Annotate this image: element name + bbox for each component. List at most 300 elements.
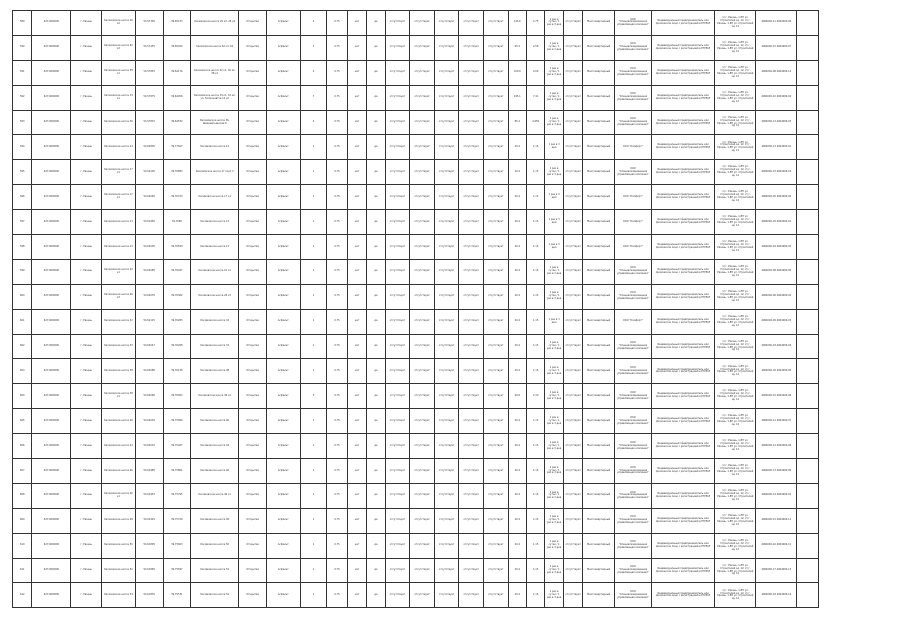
- table-row: [13, 334, 819, 359]
- cell-ids: 4064000-10 4064000-06: [756, 384, 797, 409]
- cell-op: Индивидуальный предприниматель или физическое лицо с регистрацией в ЕГРЮЛ: [651, 185, 714, 210]
- cell-op: Индивидуальный предприниматель или физическое лицо с регистрацией в ЕГРЮЛ: [651, 11, 714, 36]
- cell-volume: 0.75: [327, 210, 347, 235]
- cell-c2: да: [367, 359, 385, 384]
- cell-c2: да: [367, 459, 385, 484]
- cell-c7: отсутствует: [483, 85, 508, 110]
- cell-type: Открытая: [239, 135, 267, 160]
- cell-num: 606: [13, 434, 32, 459]
- cell-address: Касимовское шоссе 48: [191, 508, 239, 533]
- cell-c9: 4.09: [526, 60, 544, 85]
- cell-street: Касимовское шоссе 10 к1: [102, 259, 136, 284]
- cell-c9: 2.58: [526, 35, 544, 60]
- cell-c3: отсутствует: [385, 210, 410, 235]
- cell-address: Касимовское шоссе 34 к1, 34 к2, ул. Космонавтов 14 к2: [191, 85, 239, 110]
- cell-c9: 1.15: [526, 409, 544, 434]
- cell-c6: отсутствует: [459, 309, 484, 334]
- cell-c9: 1.15: [526, 210, 544, 235]
- cell-type: Открытая: [239, 409, 267, 434]
- cell-count: 1: [300, 210, 327, 235]
- cell-c9: 1.15: [526, 558, 544, 583]
- cell-c11: Многоквартирный: [583, 110, 615, 135]
- cell-op: Индивидуальный предприниматель или физическое лицо с регистрацией в ЕГРЮЛ: [651, 583, 714, 608]
- cell-volume: 0.75: [327, 35, 347, 60]
- cell-c4: отсутствует: [410, 558, 435, 583]
- cell-schedule: 1 раз в сутки / 1 раз в 3 дня: [545, 110, 563, 135]
- cell-lon: 39.76208: [163, 334, 191, 359]
- cell-city: г. Рязань: [71, 11, 102, 36]
- cell-num: 611: [13, 558, 32, 583]
- cell-empty: [797, 583, 819, 608]
- cell-op: Индивидуальный предприниматель или физическое лицо с регистрацией в ЕГРЮЛ: [651, 558, 714, 583]
- cell-c1: нет: [347, 35, 366, 60]
- cell-c11: Многоквартирный: [583, 533, 615, 558]
- cell-address: Касимовское шоссе 33: [191, 334, 239, 359]
- cell-c5: отсутствует: [434, 60, 459, 85]
- cell-contact: 1) г. Рязань, 1-ЕН ул. Строителей зд. 12; 2) г. Рязань, 1-ЕН ул. Строителей зд. 12: [715, 583, 756, 608]
- cell-lat: 54.61953: [135, 483, 163, 508]
- cell-c1: нет: [347, 334, 366, 359]
- cell-owner: ООО "Специализированная управляющая компания": [615, 483, 652, 508]
- cell-c11: Многоквартирный: [583, 259, 615, 284]
- cell-c5: отсутствует: [434, 185, 459, 210]
- cell-city: г. Рязань: [71, 384, 102, 409]
- cell-c9: 1.15: [526, 259, 544, 284]
- cell-contact: 1) г. Рязань, 1-ЕН ул. Строителей зд. 12; 2) г. Рязань, 1-ЕН ул. Строителей зд. 12: [715, 60, 756, 85]
- cell-op: Индивидуальный предприниматель или физическое лицо с регистрацией в ЕГРЮЛ: [651, 359, 714, 384]
- table-row: [13, 284, 819, 309]
- cell-type: Открытая: [239, 284, 267, 309]
- cell-c2: да: [367, 558, 385, 583]
- cell-owner: ООО "Комфорт": [615, 185, 652, 210]
- cell-ids: 4064000-09 4064000-03: [756, 309, 797, 334]
- cell-contact: 1) г. Рязань, 1-ЕН ул. Строителей зд. 12; 2) г. Рязань, 1-ЕН ул. Строителей зд. 12: [715, 210, 756, 235]
- cell-empty: [797, 558, 819, 583]
- cell-owner: ООО "Комфорт": [615, 235, 652, 260]
- cell-c10: отсутствует: [563, 160, 582, 185]
- cell-empty: [797, 259, 819, 284]
- cell-c4: отсутствует: [410, 160, 435, 185]
- cell-contact: 1) г. Рязань, 1-ЕН ул. Строителей зд. 12; 2) г. Рязань, 1-ЕН ул. Строителей зд. 12: [715, 110, 756, 135]
- cell-street: Касимовское шоссе 13: [102, 210, 136, 235]
- cell-type: Открытая: [239, 35, 267, 60]
- cell-c8: 20.4: [508, 558, 526, 583]
- cell-surface: Асфальт: [266, 60, 300, 85]
- cell-c10: отсутствует: [563, 185, 582, 210]
- cell-op: Индивидуальный предприниматель или физическое лицо с регистрацией в ЕГРЮЛ: [651, 384, 714, 409]
- cell-volume: 0.75: [327, 533, 347, 558]
- cell-c4: отсутствует: [410, 409, 435, 434]
- cell-c6: отсутствует: [459, 85, 484, 110]
- table-row: [13, 60, 819, 85]
- cell-address: Касимовское шоссе 17 к1: [191, 185, 239, 210]
- cell-street: Касимовское шоссе 34 к1: [102, 85, 136, 110]
- cell-contact: 1) г. Рязань, 1-ЕН ул. Строителей зд. 12; 2) г. Рязань, 1-ЕН ул. Строителей зд. 12: [715, 160, 756, 185]
- cell-address: Касимовское шоссе 62 к3, 62: [191, 35, 239, 60]
- cell-ids: 4064000-15 4064000-11: [756, 508, 797, 533]
- cell-street: Касимовское шоссе 17 к1: [102, 160, 136, 185]
- cell-empty: [797, 60, 819, 85]
- cell-lat: 54.62066: [135, 384, 163, 409]
- cell-city: г. Рязань: [71, 210, 102, 235]
- cell-empty: [797, 11, 819, 36]
- cell-volume: 0.75: [327, 459, 347, 484]
- cell-count: 1: [300, 483, 327, 508]
- cell-city: г. Рязань: [71, 359, 102, 384]
- cell-empty: [797, 110, 819, 135]
- cell-lat: 54.57875: [135, 85, 163, 110]
- cell-inn: 6271000000: [32, 459, 71, 484]
- cell-street: Касимовское шоссе 40: [102, 409, 136, 434]
- cell-inn: 6271000000: [32, 483, 71, 508]
- cell-owner: ООО "Комфорт": [615, 210, 652, 235]
- cell-c1: нет: [347, 284, 366, 309]
- cell-c4: отсутствует: [410, 459, 435, 484]
- cell-contact: 1) г. Рязань, 1-ЕН ул. Строителей зд. 12; 2) г. Рязань, 1-ЕН ул. Строителей зд. 12: [715, 334, 756, 359]
- cell-c10: отсутствует: [563, 284, 582, 309]
- cell-c7: отсутствует: [483, 459, 508, 484]
- table-row: [13, 135, 819, 160]
- cell-c2: да: [367, 384, 385, 409]
- cell-c10: отсутствует: [563, 508, 582, 533]
- cell-c1: нет: [347, 359, 366, 384]
- cell-contact: 1) г. Рязань, 1-ЕН ул. Строителей зд. 12; 2) г. Рязань, 1-ЕН ул. Строителей зд. 12: [715, 11, 756, 36]
- table-row: [13, 508, 819, 533]
- table-row: [13, 85, 819, 110]
- cell-num: 596: [13, 185, 32, 210]
- cell-c3: отсутствует: [385, 434, 410, 459]
- cell-city: г. Рязань: [71, 160, 102, 185]
- cell-c3: отсутствует: [385, 483, 410, 508]
- cell-volume: 0.75: [327, 558, 347, 583]
- cell-schedule: 1 раз в 3 дня: [545, 135, 563, 160]
- cell-c6: отсутствует: [459, 135, 484, 160]
- cell-schedule: 1 раз в сутки / 1 раз в 3 дня: [545, 508, 563, 533]
- cell-empty: [797, 533, 819, 558]
- cell-contact: 1) г. Рязань, 1-ЕН ул. Строителей зд. 12; 2) г. Рязань, 1-ЕН ул. Строителей зд. 12: [715, 35, 756, 60]
- cell-surface: Асфальт: [266, 284, 300, 309]
- cell-street: Касимовское шоссе 48: [102, 508, 136, 533]
- cell-contact: 1) г. Рязань, 1-ЕН ул. Строителей зд. 12; 2) г. Рязань, 1-ЕН ул. Строителей зд. 12: [715, 309, 756, 334]
- cell-num: 590: [13, 35, 32, 60]
- cell-schedule: 1 раз в сутки / 1 раз в 3 дня: [545, 483, 563, 508]
- cell-owner: ООО "Специализированная управляющая компания": [615, 160, 652, 185]
- cell-c7: отсутствует: [483, 384, 508, 409]
- cell-c2: да: [367, 583, 385, 608]
- cell-num: 597: [13, 210, 32, 235]
- table-row: [13, 483, 819, 508]
- cell-ids: 4064000-13 4064000-01: [756, 135, 797, 160]
- cell-city: г. Рязань: [71, 235, 102, 260]
- cell-city: г. Рязань: [71, 284, 102, 309]
- cell-c11: Многоквартирный: [583, 583, 615, 608]
- cell-schedule: 1 раз в сутки / 1 раз в 3 дня: [545, 11, 563, 36]
- cell-c9: 1.15: [526, 309, 544, 334]
- cell-lon: 39.75795: [163, 483, 191, 508]
- cell-volume: 0.75: [327, 384, 347, 409]
- cell-address: Касимовское шоссе 26 к3: [191, 284, 239, 309]
- cell-city: г. Рязань: [71, 60, 102, 85]
- cell-num: 605: [13, 409, 32, 434]
- cell-op: Индивидуальный предприниматель или физическое лицо с регистрацией в ЕГРЮЛ: [651, 334, 714, 359]
- cell-c8: 20.4: [508, 185, 526, 210]
- cell-c11: Многоквартирный: [583, 185, 615, 210]
- cell-inn: 6271000000: [32, 160, 71, 185]
- cell-c4: отсутствует: [410, 483, 435, 508]
- cell-c10: отсутствует: [563, 533, 582, 558]
- cell-ids: 4064000-12 4064000-08: [756, 434, 797, 459]
- cell-c11: Многоквартирный: [583, 334, 615, 359]
- cell-owner: ООО "Специализированная управляющая компания": [615, 384, 652, 409]
- cell-contact: 1) г. Рязань, 1-ЕН ул. Строителей зд. 12; 2) г. Рязань, 1-ЕН ул. Строителей зд. 12: [715, 558, 756, 583]
- cell-c5: отсутствует: [434, 583, 459, 608]
- cell-lon: 39.76136: [163, 359, 191, 384]
- table-row: [13, 434, 819, 459]
- cell-op: Индивидуальный предприниматель или физическое лицо с регистрацией в ЕГРЮЛ: [651, 110, 714, 135]
- cell-c11: Многоквартирный: [583, 135, 615, 160]
- cell-c3: отсутствует: [385, 558, 410, 583]
- cell-c6: отсутствует: [459, 409, 484, 434]
- cell-lon: 39.64534: [163, 110, 191, 135]
- cell-num: 601: [13, 309, 32, 334]
- cell-c10: отсутствует: [563, 309, 582, 334]
- cell-c4: отсутствует: [410, 309, 435, 334]
- cell-count: 1: [300, 160, 327, 185]
- cell-schedule: 1 раз в сутки / 1 раз в 3 дня: [545, 384, 563, 409]
- cell-c7: отсутствует: [483, 160, 508, 185]
- cell-c10: отсутствует: [563, 434, 582, 459]
- cell-inn: 6271000000: [32, 11, 71, 36]
- cell-inn: 6271000000: [32, 409, 71, 434]
- cell-schedule: 1 раз в сутки / 1 раз в 3 дня: [545, 85, 563, 110]
- cell-c7: отсутствует: [483, 110, 508, 135]
- cell-c11: Многоквартирный: [583, 284, 615, 309]
- cell-c1: нет: [347, 434, 366, 459]
- table-row: [13, 459, 819, 484]
- cell-empty: [797, 160, 819, 185]
- cell-volume: 0.75: [327, 259, 347, 284]
- cell-num: 593: [13, 110, 32, 135]
- cell-c5: отсутствует: [434, 210, 459, 235]
- cell-volume: 0.75: [327, 434, 347, 459]
- cell-c5: отсутствует: [434, 533, 459, 558]
- cell-c1: нет: [347, 135, 366, 160]
- cell-volume: 0.75: [327, 284, 347, 309]
- cell-c1: нет: [347, 459, 366, 484]
- cell-c3: отсутствует: [385, 334, 410, 359]
- cell-lon: 39.77817: [163, 135, 191, 160]
- cell-c9: 1.15: [526, 533, 544, 558]
- cell-num: 612: [13, 583, 32, 608]
- cell-c3: отсутствует: [385, 160, 410, 185]
- cell-c9: 1.15: [526, 284, 544, 309]
- cell-owner: ООО "Специализированная управляющая компания": [615, 434, 652, 459]
- cell-count: 1: [300, 583, 327, 608]
- cell-empty: [797, 135, 819, 160]
- cell-count: 1: [300, 434, 327, 459]
- cell-inn: 6271000000: [32, 384, 71, 409]
- cell-lat: 54.62205: [135, 160, 163, 185]
- cell-c3: отсутствует: [385, 359, 410, 384]
- cell-contact: 1) г. Рязань, 1-ЕН ул. Строителей зд. 12; 2) г. Рязань, 1-ЕН ул. Строителей зд. 12: [715, 459, 756, 484]
- cell-type: Открытая: [239, 210, 267, 235]
- cell-schedule: 1 раз в сутки / 1 раз в 3 дня: [545, 35, 563, 60]
- cell-c11: Многоквартирный: [583, 483, 615, 508]
- cell-c8: 20.4: [508, 160, 526, 185]
- cell-c11: Многоквартирный: [583, 558, 615, 583]
- cell-num: 600: [13, 284, 32, 309]
- cell-c6: отсутствует: [459, 483, 484, 508]
- cell-schedule: 1 раз в 3 дня: [545, 235, 563, 260]
- cell-c10: отсутствует: [563, 359, 582, 384]
- table-row: [13, 110, 819, 135]
- cell-volume: 0.75: [327, 334, 347, 359]
- cell-volume: 0.75: [327, 185, 347, 210]
- cell-lon: 39.75927: [163, 434, 191, 459]
- cell-volume: 0.75: [327, 110, 347, 135]
- cell-c8: 40.8: [508, 384, 526, 409]
- cell-c9: 7.41: [526, 85, 544, 110]
- cell-inn: 6271000000: [32, 583, 71, 608]
- cell-num: 598: [13, 235, 32, 260]
- cell-ids: 4064000-11 4064000-06: [756, 11, 797, 36]
- cell-c8: 20.4: [508, 334, 526, 359]
- registry-table: [12, 10, 819, 608]
- cell-street: Касимовское шоссе 26 к3: [102, 284, 136, 309]
- cell-surface: Асфальт: [266, 384, 300, 409]
- cell-c7: отсутствует: [483, 185, 508, 210]
- cell-owner: ООО "Специализированная управляющая компания": [615, 60, 652, 85]
- cell-c10: отсутствует: [563, 235, 582, 260]
- cell-contact: 1) г. Рязань, 1-ЕН ул. Строителей зд. 12; 2) г. Рязань, 1-ЕН ул. Строителей зд. 12: [715, 185, 756, 210]
- cell-c10: отсутствует: [563, 409, 582, 434]
- cell-lat: 54.61925: [135, 508, 163, 533]
- cell-c8: 20.4: [508, 483, 526, 508]
- cell-inn: 6271000000: [32, 309, 71, 334]
- cell-empty: [797, 459, 819, 484]
- cell-lon: 39.76723: [163, 185, 191, 210]
- cell-c11: Многоквартирный: [583, 309, 615, 334]
- cell-lon: 39.75663: [163, 533, 191, 558]
- cell-c9: 4.75: [526, 11, 544, 36]
- cell-type: Открытая: [239, 384, 267, 409]
- cell-lat: 54.61985: [135, 459, 163, 484]
- cell-lon: 39.75597: [163, 558, 191, 583]
- cell-inn: 6271000000: [32, 135, 71, 160]
- cell-c8: 20.4: [508, 583, 526, 608]
- cell-ids: 4064000-14 4064000-10: [756, 483, 797, 508]
- cell-ids: 4064000-05 4064000-04: [756, 185, 797, 210]
- cell-inn: 6271000000: [32, 85, 71, 110]
- cell-street: Касимовское шоссе 46: [102, 459, 136, 484]
- cell-lat: 54.62005: [135, 235, 163, 260]
- cell-contact: 1) г. Рязань, 1-ЕН ул. Строителей зд. 12; 2) г. Рязань, 1-ЕН ул. Строителей зд. 12: [715, 85, 756, 110]
- cell-c6: отсутствует: [459, 334, 484, 359]
- cell-c10: отсутствует: [563, 35, 582, 60]
- cell-lat: 54.62039: [135, 409, 163, 434]
- cell-c10: отсутствует: [563, 384, 582, 409]
- cell-c7: отсутствует: [483, 359, 508, 384]
- cell-type: Открытая: [239, 60, 267, 85]
- cell-street: Касимовское шоссе 36: [102, 110, 136, 135]
- cell-type: Открытая: [239, 334, 267, 359]
- cell-surface: Асфальт: [266, 185, 300, 210]
- cell-owner: ООО "Специализированная управляющая компания": [615, 583, 652, 608]
- cell-surface: Асфальт: [266, 309, 300, 334]
- cell-ids: 4064000-07 4064000-03: [756, 160, 797, 185]
- cell-surface: Асфальт: [266, 558, 300, 583]
- cell-c5: отсутствует: [434, 508, 459, 533]
- cell-owner: ООО "Специализированная управляющая компания": [615, 259, 652, 284]
- cell-city: г. Рязань: [71, 483, 102, 508]
- cell-op: Индивидуальный предприниматель или физическое лицо с регистрацией в ЕГРЮЛ: [651, 259, 714, 284]
- cell-c6: отсутствует: [459, 185, 484, 210]
- cell-volume: 0.75: [327, 11, 347, 36]
- cell-type: Открытая: [239, 459, 267, 484]
- cell-c9: 1.15: [526, 483, 544, 508]
- table-row: [13, 35, 819, 60]
- cell-address: Касимовское шоссе 17 корп 3: [191, 160, 239, 185]
- cell-count: 1: [300, 409, 327, 434]
- cell-city: г. Рязань: [71, 135, 102, 160]
- cell-street: Касимовское шоссе 46 к1: [102, 483, 136, 508]
- cell-c7: отсутствует: [483, 259, 508, 284]
- table-row: [13, 583, 819, 608]
- cell-c1: нет: [347, 110, 366, 135]
- cell-c6: отсутствует: [459, 259, 484, 284]
- cell-count: 1: [300, 533, 327, 558]
- cell-type: Открытая: [239, 160, 267, 185]
- cell-c3: отсутствует: [385, 85, 410, 110]
- cell-c5: отсутствует: [434, 160, 459, 185]
- cell-op: Индивидуальный предприниматель или физическое лицо с регистрацией в ЕГРЮЛ: [651, 35, 714, 60]
- cell-c5: отсутствует: [434, 434, 459, 459]
- cell-c11: Многоквартирный: [583, 85, 615, 110]
- cell-count: 7: [300, 85, 327, 110]
- cell-owner: ООО "Специализированная управляющая компания": [615, 359, 652, 384]
- cell-address: Касимовское шоссе 50: [191, 533, 239, 558]
- cell-c8: 145.6: [508, 11, 526, 36]
- cell-c7: отсутствует: [483, 533, 508, 558]
- cell-schedule: 1 раз в сутки / 1 раз в 3 дня: [545, 434, 563, 459]
- cell-count: 1: [300, 135, 327, 160]
- cell-empty: [797, 35, 819, 60]
- cell-schedule: 1 раз в 3 дня: [545, 185, 563, 210]
- cell-c5: отсутствует: [434, 85, 459, 110]
- cell-op: Индивидуальный предприниматель или физическое лицо с регистрацией в ЕГРЮЛ: [651, 434, 714, 459]
- cell-c3: отсутствует: [385, 259, 410, 284]
- cell-owner: ООО "Специализированная управляющая компания": [615, 11, 652, 36]
- cell-c1: нет: [347, 60, 366, 85]
- cell-c11: Многоквартирный: [583, 508, 615, 533]
- cell-c6: отсутствует: [459, 558, 484, 583]
- cell-empty: [797, 85, 819, 110]
- table-row: [13, 210, 819, 235]
- cell-c1: нет: [347, 235, 366, 260]
- cell-num: 589: [13, 11, 32, 36]
- cell-op: Индивидуальный предприниматель или физическое лицо с регистрацией в ЕГРЮЛ: [651, 284, 714, 309]
- cell-c11: Многоквартирный: [583, 210, 615, 235]
- cell-schedule: 1 раз в сутки / 1 раз в 3 дня: [545, 558, 563, 583]
- cell-type: Открытая: [239, 434, 267, 459]
- cell-c5: отсутствует: [434, 558, 459, 583]
- cell-owner: ООО "Специализированная управляющая компания": [615, 508, 652, 533]
- cell-count: 1: [300, 334, 327, 359]
- cell-address: Касимовское шоссе 38 к1: [191, 384, 239, 409]
- cell-type: Открытая: [239, 558, 267, 583]
- cell-surface: Асфальт: [266, 583, 300, 608]
- cell-empty: [797, 185, 819, 210]
